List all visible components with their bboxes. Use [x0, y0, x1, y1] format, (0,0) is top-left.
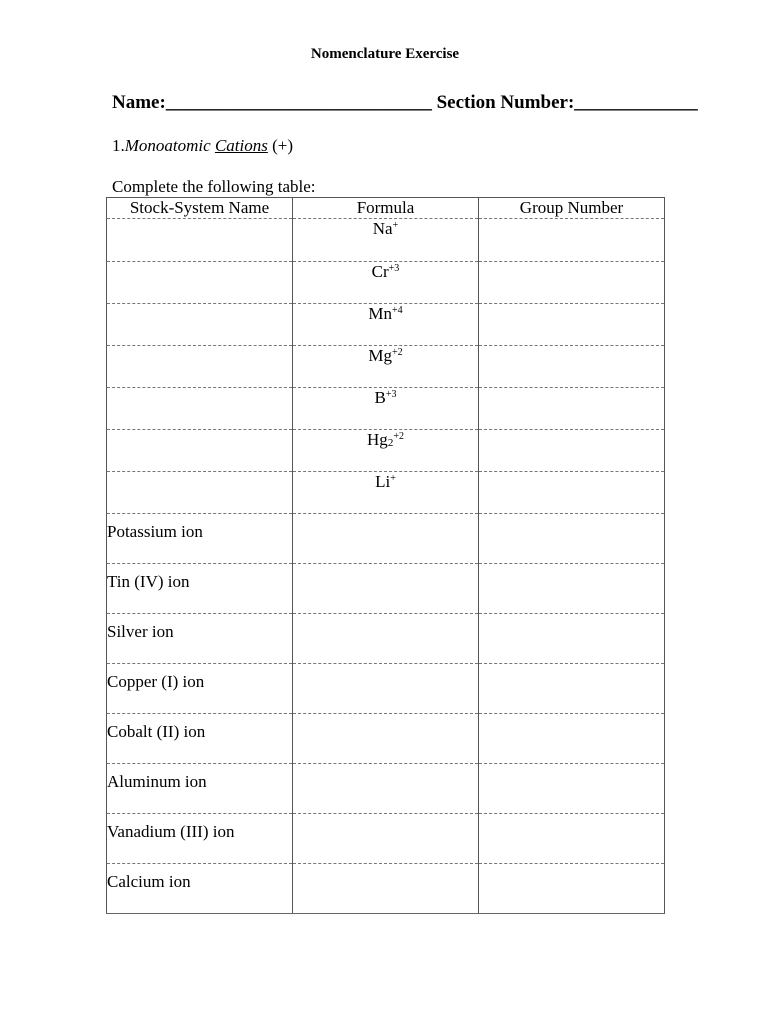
- header-group-number: Group Number: [479, 198, 665, 219]
- formula-cell: [293, 388, 479, 430]
- stock-name-cell: Calcium ion: [107, 864, 293, 914]
- stock-name-cell: Silver ion: [107, 614, 293, 664]
- formula-answer-cell[interactable]: [293, 664, 479, 714]
- group-number-answer-cell[interactable]: [479, 304, 665, 346]
- formula-symbol: Na: [372, 219, 393, 238]
- stock-name-answer-cell[interactable]: [107, 304, 293, 346]
- section-heading: [112, 136, 293, 156]
- formula-cell: [293, 472, 479, 514]
- stock-name-answer-cell[interactable]: [107, 472, 293, 514]
- section-number: 1.: [112, 136, 125, 155]
- formula-symbol: Li: [375, 472, 391, 491]
- group-number-answer-cell[interactable]: [479, 472, 665, 514]
- stock-name-cell: Cobalt (II) ion: [107, 714, 293, 764]
- formula-symbol: B: [374, 388, 386, 407]
- formula-charge: +: [390, 473, 396, 484]
- formula-cell: [293, 219, 479, 262]
- table-header-row: [107, 198, 665, 219]
- group-number-answer-cell[interactable]: [479, 430, 665, 472]
- table-row: [107, 388, 665, 430]
- formula-charge: +: [392, 220, 399, 231]
- table-row: [107, 346, 665, 388]
- table-row: [107, 764, 665, 814]
- group-number-answer-cell[interactable]: [479, 614, 665, 664]
- instruction-text: Complete the following table:: [112, 177, 316, 196]
- formula-symbol: Cr: [371, 262, 389, 281]
- name-label: Name:: [112, 92, 166, 113]
- stock-name-cell: Aluminum ion: [107, 764, 293, 814]
- table-row: [107, 472, 665, 514]
- heading-italic-text: Monoatomic: [124, 136, 211, 155]
- group-number-answer-cell[interactable]: [479, 219, 665, 262]
- formula-cell: [293, 430, 479, 472]
- heading-underlined-text: Cations: [214, 136, 268, 155]
- stock-name-answer-cell[interactable]: [107, 346, 293, 388]
- formula-symbol: Mg: [368, 346, 392, 365]
- table-row: [107, 564, 665, 614]
- formula-answer-cell[interactable]: [293, 514, 479, 564]
- section-number-label: Section Number:: [436, 92, 575, 113]
- formula-charge: +3: [385, 389, 397, 400]
- stock-name-cell: Tin (IV) ion: [107, 564, 293, 614]
- header-formula: Formula: [293, 198, 479, 219]
- section-number-blank: _____________: [574, 92, 698, 113]
- formula-answer-cell[interactable]: [293, 714, 479, 764]
- formula-answer-cell[interactable]: [293, 864, 479, 914]
- document-title: Nomenclature Exercise: [310, 46, 460, 62]
- table-row: [107, 714, 665, 764]
- nomenclature-table: [106, 197, 665, 914]
- formula-answer-cell[interactable]: [293, 564, 479, 614]
- formula-charge: +4: [391, 305, 403, 316]
- table-row: [107, 614, 665, 664]
- formula-symbol: Mn: [368, 304, 392, 323]
- group-number-answer-cell[interactable]: [479, 864, 665, 914]
- formula-answer-cell[interactable]: [293, 614, 479, 664]
- group-number-answer-cell[interactable]: [479, 714, 665, 764]
- group-number-answer-cell[interactable]: [479, 664, 665, 714]
- heading-suffix: (+): [272, 136, 294, 155]
- group-number-answer-cell[interactable]: [479, 564, 665, 614]
- table-row: [107, 430, 665, 472]
- formula-charge: +2: [391, 347, 403, 358]
- formula-subscript: 2: [387, 437, 394, 449]
- formula-charge: +3: [388, 263, 400, 274]
- formula-answer-cell[interactable]: [293, 814, 479, 864]
- group-number-answer-cell[interactable]: [479, 346, 665, 388]
- formula-cell: [293, 304, 479, 346]
- group-number-answer-cell[interactable]: [479, 262, 665, 304]
- stock-name-cell: Potassium ion: [107, 514, 293, 564]
- table-row: [107, 219, 665, 262]
- formula-cell: [293, 262, 479, 304]
- formula-cell: [293, 346, 479, 388]
- formula-symbol: Hg: [367, 430, 388, 449]
- formula-answer-cell[interactable]: [293, 764, 479, 814]
- stock-name-answer-cell[interactable]: [107, 430, 293, 472]
- stock-name-answer-cell[interactable]: [107, 262, 293, 304]
- group-number-answer-cell[interactable]: [479, 764, 665, 814]
- group-number-answer-cell[interactable]: [479, 514, 665, 564]
- table-row: [107, 514, 665, 564]
- header-stock-system-name: Stock-System Name: [107, 198, 293, 219]
- table-row: [107, 814, 665, 864]
- name-blank: ____________________________: [165, 92, 432, 113]
- group-number-answer-cell[interactable]: [479, 814, 665, 864]
- table-row: [107, 262, 665, 304]
- name-section-line: [112, 92, 698, 114]
- group-number-answer-cell[interactable]: [479, 388, 665, 430]
- table-row: [107, 664, 665, 714]
- table-row: [107, 864, 665, 914]
- stock-name-cell: Copper (I) ion: [107, 664, 293, 714]
- table-row: [107, 304, 665, 346]
- stock-name-answer-cell[interactable]: [107, 219, 293, 262]
- formula-charge: +2: [393, 431, 404, 442]
- stock-name-cell: Vanadium (III) ion: [107, 814, 293, 864]
- stock-name-answer-cell[interactable]: [107, 388, 293, 430]
